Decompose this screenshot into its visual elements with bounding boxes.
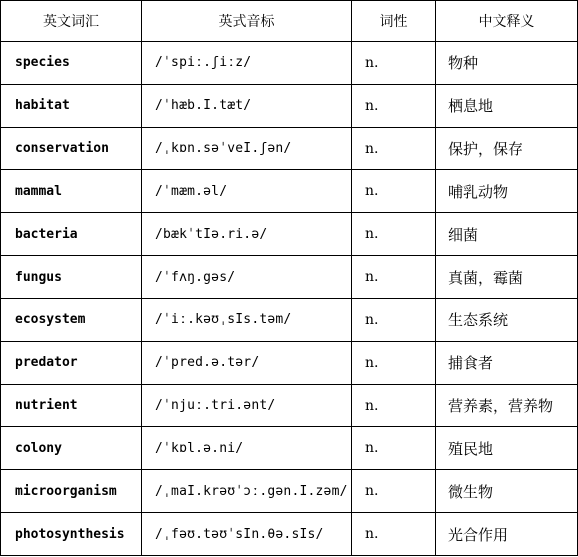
word-cell: habitat: [1, 84, 142, 127]
table-row: [1, 170, 578, 213]
pos-cell: n.: [352, 427, 436, 470]
meaning-cell: 物种: [436, 42, 578, 85]
word-cell: mammal: [1, 170, 142, 213]
word-cell: bacteria: [1, 213, 142, 256]
phonetic-cell: /ˌfəʊ.təʊˈsIn.θə.sIs/: [142, 513, 352, 556]
table-row: [1, 513, 578, 556]
meaning-cell: 栖息地: [436, 84, 578, 127]
pos-cell: n.: [352, 84, 436, 127]
meaning-cell: 光合作用: [436, 513, 578, 556]
table-row: [1, 384, 578, 427]
table-header-row: [1, 1, 578, 42]
table-row: [1, 470, 578, 513]
table-row: [1, 127, 578, 170]
pos-cell: n.: [352, 298, 436, 341]
table-row: [1, 42, 578, 85]
phonetic-cell: /ˌmaI.krəʊˈɔː.gən.I.zəm/: [142, 470, 352, 513]
pos-cell: n.: [352, 42, 436, 85]
meaning-cell: 保护，保存: [436, 127, 578, 170]
phonetic-cell: /ˌkɒn.səˈveI.ʃən/: [142, 127, 352, 170]
phonetic-cell: /bækˈtIə.ri.ə/: [142, 213, 352, 256]
phonetic-cell: /ˈfʌŋ.gəs/: [142, 256, 352, 299]
phonetic-cell: /ˈspiː.ʃiːz/: [142, 42, 352, 85]
header-part-of-speech: 词性: [352, 1, 436, 42]
pos-cell: n.: [352, 256, 436, 299]
word-cell: species: [1, 42, 142, 85]
meaning-cell: 细菌: [436, 213, 578, 256]
phonetic-cell: /ˈmæm.əl/: [142, 170, 352, 213]
table-row: [1, 298, 578, 341]
word-cell: microorganism: [1, 470, 142, 513]
pos-cell: n.: [352, 513, 436, 556]
meaning-cell: 营养素，营养物: [436, 384, 578, 427]
word-cell: conservation: [1, 127, 142, 170]
phonetic-cell: /ˈkɒl.ə.ni/: [142, 427, 352, 470]
header-chinese-meaning: 中文释义: [436, 1, 578, 42]
table-row: [1, 427, 578, 470]
pos-cell: n.: [352, 470, 436, 513]
phonetic-cell: /ˈiː.kəʊˌsIs.təm/: [142, 298, 352, 341]
table-row: [1, 84, 578, 127]
phonetic-cell: /ˈnjuː.tri.ənt/: [142, 384, 352, 427]
phonetic-cell: /ˈhæb.I.tæt/: [142, 84, 352, 127]
pos-cell: n.: [352, 341, 436, 384]
meaning-cell: 微生物: [436, 470, 578, 513]
meaning-cell: 殖民地: [436, 427, 578, 470]
header-english-word: 英文词汇: [1, 1, 142, 42]
word-cell: nutrient: [1, 384, 142, 427]
pos-cell: n.: [352, 384, 436, 427]
header-phonetic: 英式音标: [142, 1, 352, 42]
word-cell: predator: [1, 341, 142, 384]
table-row: [1, 256, 578, 299]
meaning-cell: 真菌，霉菌: [436, 256, 578, 299]
word-cell: ecosystem: [1, 298, 142, 341]
meaning-cell: 生态系统: [436, 298, 578, 341]
phonetic-cell: /ˈpred.ə.tər/: [142, 341, 352, 384]
word-cell: photosynthesis: [1, 513, 142, 556]
meaning-cell: 捕食者: [436, 341, 578, 384]
pos-cell: n.: [352, 127, 436, 170]
meaning-cell: 哺乳动物: [436, 170, 578, 213]
table-row: [1, 341, 578, 384]
pos-cell: n.: [352, 170, 436, 213]
table-row: [1, 213, 578, 256]
pos-cell: n.: [352, 213, 436, 256]
word-cell: colony: [1, 427, 142, 470]
word-cell: fungus: [1, 256, 142, 299]
